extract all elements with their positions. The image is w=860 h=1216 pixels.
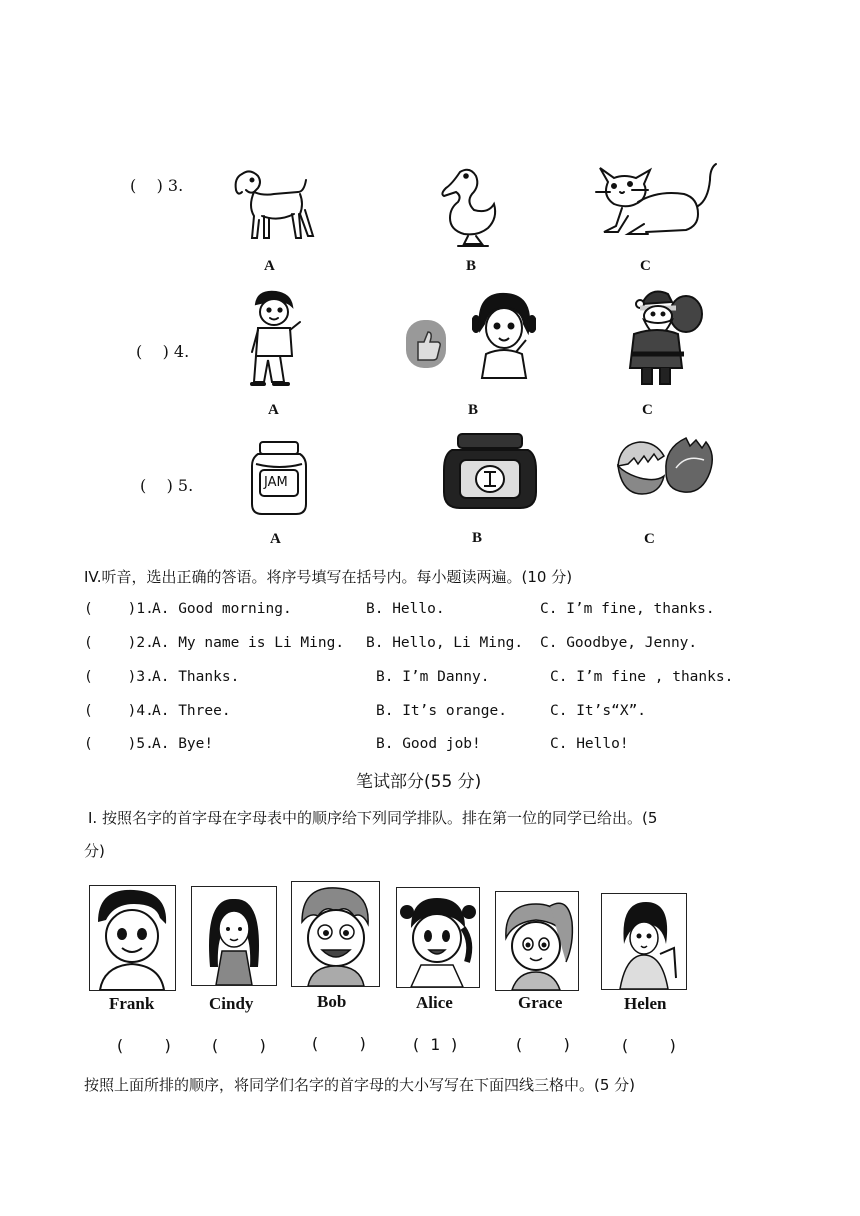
s4-q1-option-a: A. Good morning. [152,601,292,617]
s4-q2-option-a: A. My name is Li Ming. [152,635,345,651]
student-name-bob: Bob [317,992,347,1011]
student-name-helen: Helen [624,994,667,1013]
s4-q1-option-b: B. Hello. [366,601,445,617]
thumbs-up-icon [406,318,446,374]
duck-picture [438,162,502,254]
s4-q3-option-c: C. I’m fine , thanks. [550,669,734,685]
section-4-heading: IV.听音，选出正确的答语。将序号填写在括号内。每小题读两遍。(10 分) [84,568,573,586]
s4-q1-option-c: C. I’m fine, thanks. [540,601,715,617]
frank-portrait [89,885,176,991]
question-4-parenthesis[interactable]: ( ) 4. [136,342,190,361]
q5-option-b-label: B [472,530,483,546]
q3-option-b-label: B [466,258,477,274]
question-5-parenthesis[interactable]: ( ) 5. [140,476,194,495]
s4-q5-option-c: C. Hello! [550,736,629,752]
cat-picture [594,160,722,248]
chocolate-spread-jar-picture [442,432,538,514]
bob-portrait [291,881,380,987]
s4-q1-number[interactable]: ( )1. [84,601,154,617]
dog-picture [228,166,316,254]
student-name-frank: Frank [109,994,155,1013]
helen-portrait [601,893,687,990]
s4-q3-option-b: B. I’m Danny. [376,669,490,685]
question-3-parenthesis[interactable]: ( ) 3. [130,176,184,195]
broken-eggshell-picture [614,432,718,502]
santa-claus-picture [628,284,706,394]
s4-q4-option-a: A. Three. [152,703,231,719]
s4-q2-option-b: B. Hello, Li Ming. [366,635,524,651]
alice-portrait [396,887,480,988]
order-blank-helen[interactable]: ( ) [620,1036,678,1055]
grace-portrait [495,891,579,991]
q3-option-c-label: C [640,258,651,274]
cindy-portrait [191,886,277,986]
s4-q3-option-a: A. Thanks. [152,669,240,685]
section-1-heading-line2: 分) [84,842,105,860]
s4-q4-number[interactable]: ( )4. [84,703,154,719]
q4-option-a-label: A [268,402,279,418]
jam-label-text: JAM [264,475,288,490]
written-part-title: 笔试部分(55 分) [356,772,482,792]
student-name-alice: Alice [416,993,453,1012]
q4-option-b-label: B [468,402,479,418]
order-blank-alice: ( 1 ) [411,1035,460,1054]
student-name-cindy: Cindy [209,994,254,1013]
s4-q5-option-a: A. Bye! [152,736,214,752]
s4-q2-option-c: C. Goodbye, Jenny. [540,635,698,651]
order-blank-frank[interactable]: ( ) [115,1036,173,1055]
s4-q3-number[interactable]: ( )3. [84,669,154,685]
s4-q5-option-b: B. Good job! [376,736,481,752]
s4-q5-number[interactable]: ( )5. [84,736,154,752]
order-blank-bob[interactable]: ( ) [310,1034,368,1053]
order-blank-cindy[interactable]: ( ) [210,1036,268,1055]
boy-picture [246,290,308,394]
girl-picture [472,290,536,386]
q4-option-c-label: C [642,402,653,418]
q5-option-c-label: C [644,531,655,547]
student-name-grace: Grace [518,993,563,1012]
section-1-footer-instruction: 按照上面所排的顺序，将同学们名字的首字母的大小写写在下面四线三格中。(5 分) [84,1076,636,1094]
s4-q4-option-b: B. It’s orange. [376,703,507,719]
q5-option-a-label: A [270,531,281,547]
s4-q2-number[interactable]: ( )2. [84,635,154,651]
s4-q4-option-c: C. It’s“X”. [550,703,647,719]
order-blank-grace[interactable]: ( ) [514,1035,572,1054]
q3-option-a-label: A [264,258,275,274]
section-1-heading-line1: I. 按照名字的首字母在字母表中的顺序给下列同学排队。排在第一位的同学已给出。(5 [88,809,658,827]
